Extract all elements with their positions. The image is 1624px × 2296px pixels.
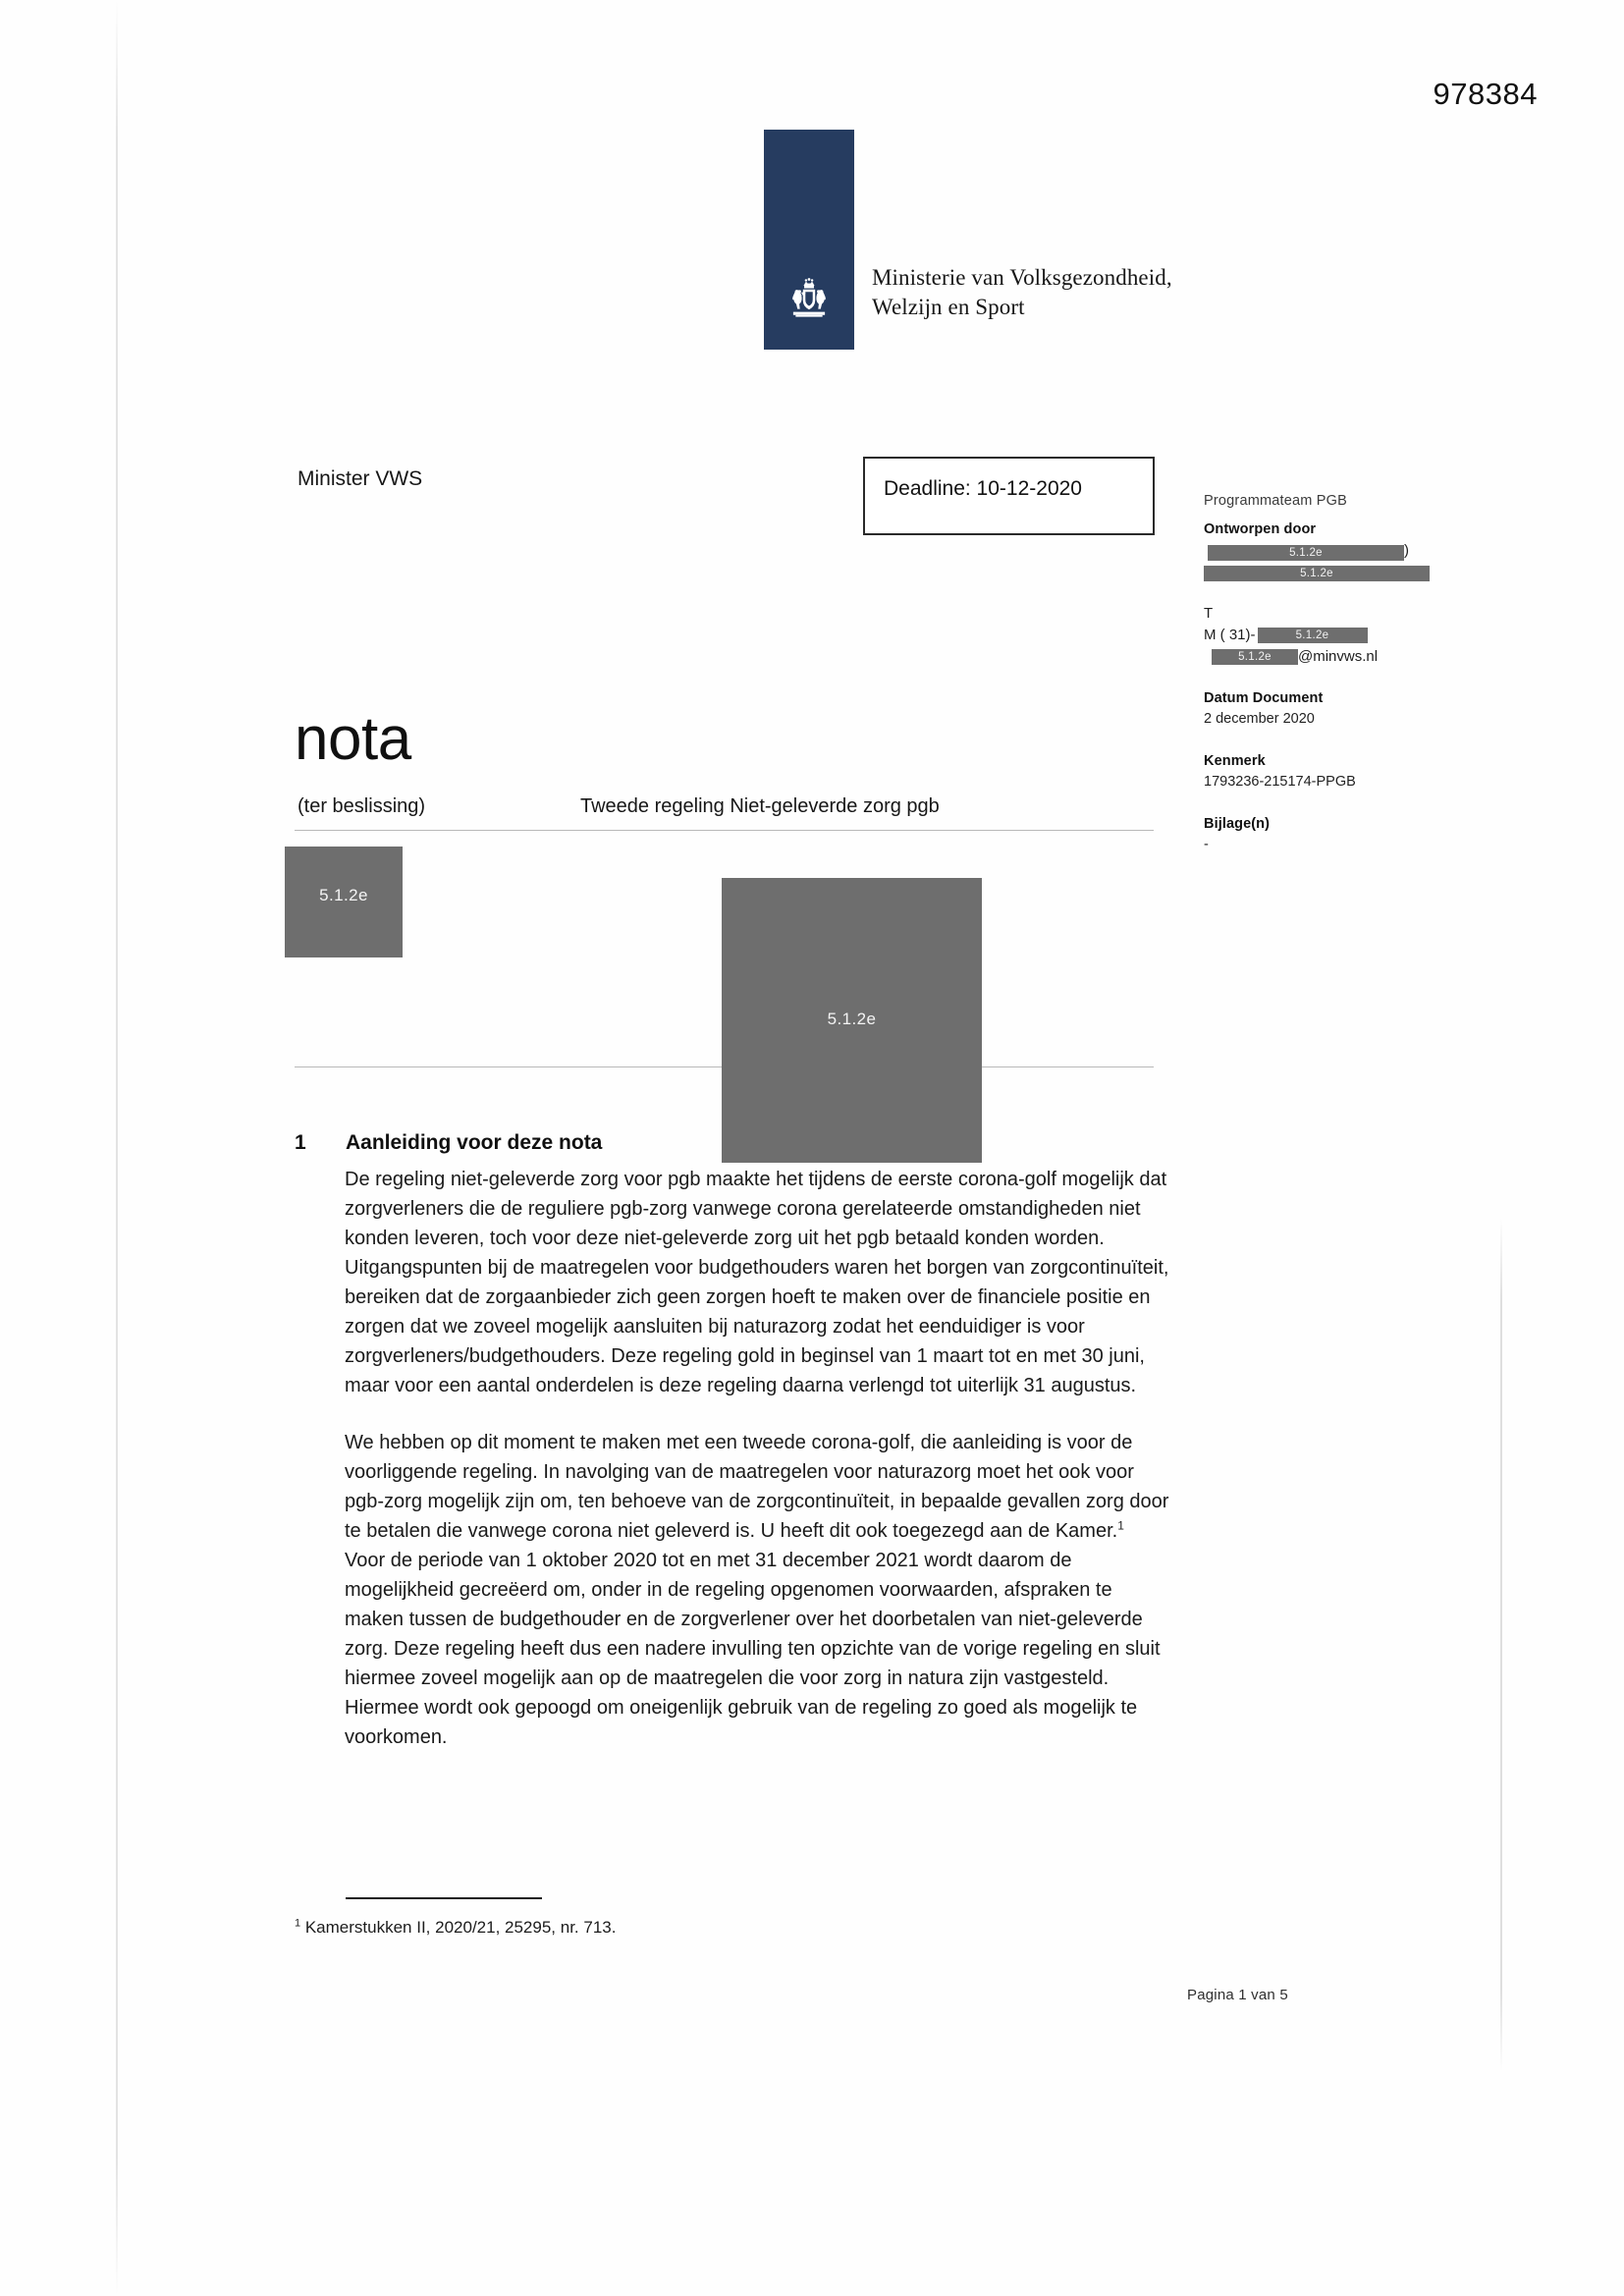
divider-top [295,830,1154,831]
redaction-bar: 5.1.2e [1208,545,1404,561]
meta-author [1204,519,1469,581]
dutch-coat-of-arms-icon [779,273,839,334]
meta-contact [1204,603,1469,667]
page-footer: Pagina 1 van 5 [1187,1987,1288,2003]
ministry-name-line1: Ministerie van Volksgezondheid, [872,265,1172,290]
title-kind: (ter beslissing) [298,795,426,817]
footnote-marker: 1 [295,1917,301,1930]
ministry-name [872,263,1172,323]
meta-attachments-label: Bijlage(n) [1204,816,1271,833]
meta-mobile-label: M ( 31)- [1204,626,1256,643]
title-subject: Tweede regeling Niet-geleverde zorg pgb [580,795,940,817]
paragraph-2 [345,1428,1169,1752]
footnote-text: Kamerstukken II, 2020/21, 25295, nr. 713. [300,1918,617,1937]
scan-edge-right [1500,1218,1502,2072]
ministry-name-line2: Welzijn en Sport [872,295,1025,320]
paragraph-2-part-2: Voor de periode van 1 oktober 2020 tot en met 31 december 2021 wordt daarom de mogelijkheid gecreëerd om, onder in de regeling opgenomen voorwaarden, afspraken te maken tussen de budgethouder en de zorgverlener over het doorbetalen van niet-geleverde zorg. Deze regeling heeft dus een nadere invulling ten opzichte van de vorige regeling en sluit hiermee zoveel mogelijk aan op de maatregelen die voor zorg in natura zijn vastgesteld. Hiermee wordt ook gepoogd om oneigenlijk gebruik van de regeling zo goed als mogelijk te voorkomen. [345,1550,1161,1748]
meta-email-row [1204,646,1469,668]
meta-mobile-row [1204,625,1469,646]
page-title: nota [295,705,411,773]
footnote-marker-inline: 1 [1117,1518,1124,1533]
redaction-block-left-label: 5.1.2e [319,886,368,904]
footnote-rule [346,1897,542,1899]
paragraph-1: De regeling niet-geleverde zorg voor pgb maakte het tijdens de eerste corona-golf mogelijk dat zorgverleners die de reguliere pgb-zorg vanwege corona gerelateerde omstandigheden niet konden leveren, toch voor deze niet-geleverde zorg uit het pgb betaald konden worden. Uitgangspunten bij de maatregelen voor budgethouders waren het borgen van zorgcontinuïteit, bereiken dat de zorgaanbieder zich geen zorgen hoeft te maken over de financiele positie en zorgen dat we zoveel mogelijk aansluiten bij naturazorg zodat het eenduidiger is voor zorgverleners/budgethouders. Deze regeling gold in beginsel van 1 maart tot en met 30 juni, maar voor een aantal onderdelen is deze regeling daarna verlengd tot uiterlijk 31 augustus. [345,1169,1169,1396]
meta-reference [1204,751,1469,793]
deadline-text: Deadline: 10-12-2020 [884,477,1082,500]
redaction-block-center [722,878,982,1163]
meta-author-row-1 [1204,540,1469,562]
meta-reference-label: Kenmerk [1204,753,1266,770]
meta-phone-label: T [1204,605,1214,623]
section-number: 1 [295,1131,306,1154]
scan-number: 978384 [1433,77,1538,111]
section-heading: Aanleiding voor deze nota [346,1131,603,1154]
meta-team [1204,491,1469,512]
redaction-bar: 5.1.2e [1258,628,1368,643]
redaction-bar: 5.1.2e [1204,566,1430,581]
body-text [345,1165,1169,1752]
footnote [295,1918,616,1938]
meta-author-paren: ) [1404,542,1409,560]
meta-date-value: 2 december 2020 [1204,711,1315,728]
deadline-box [863,457,1155,535]
meta-author-label: Ontworpen door [1204,521,1317,538]
meta-attachments-value: - [1204,837,1209,853]
meta-date [1204,688,1469,730]
paragraph-2-part-1: We hebben op dit moment te maken met een tweede corona-golf, die aanleiding is voor de voorliggende regeling. In navolging van de maatregelen voor naturazorg moet het ook voor pgb-zorg mogelijk zijn om, ten behoeve van de zorgcontinuïteit, in bepaalde gevallen zorg door te betalen die vanwege corona niet geleverd is. U heeft dit ook toegezegd aan de Kamer. [345,1432,1169,1542]
redaction-block-center-label: 5.1.2e [827,1010,877,1028]
redaction-bar: 5.1.2e [1212,649,1298,665]
meta-author-row-2 [1204,562,1469,581]
meta-attachments [1204,814,1469,855]
addressee: Minister VWS [298,467,423,490]
meta-team-value: Programmateam PGB [1204,493,1348,509]
meta-email-domain: @minvws.nl [1298,647,1379,665]
metadata-column [1204,491,1469,877]
scan-edge-left [116,0,118,2296]
ministry-logo [764,130,854,350]
meta-reference-value: 1793236-215174-PPGB [1204,774,1356,791]
redaction-block-left [285,847,403,957]
meta-date-label: Datum Document [1204,690,1324,707]
